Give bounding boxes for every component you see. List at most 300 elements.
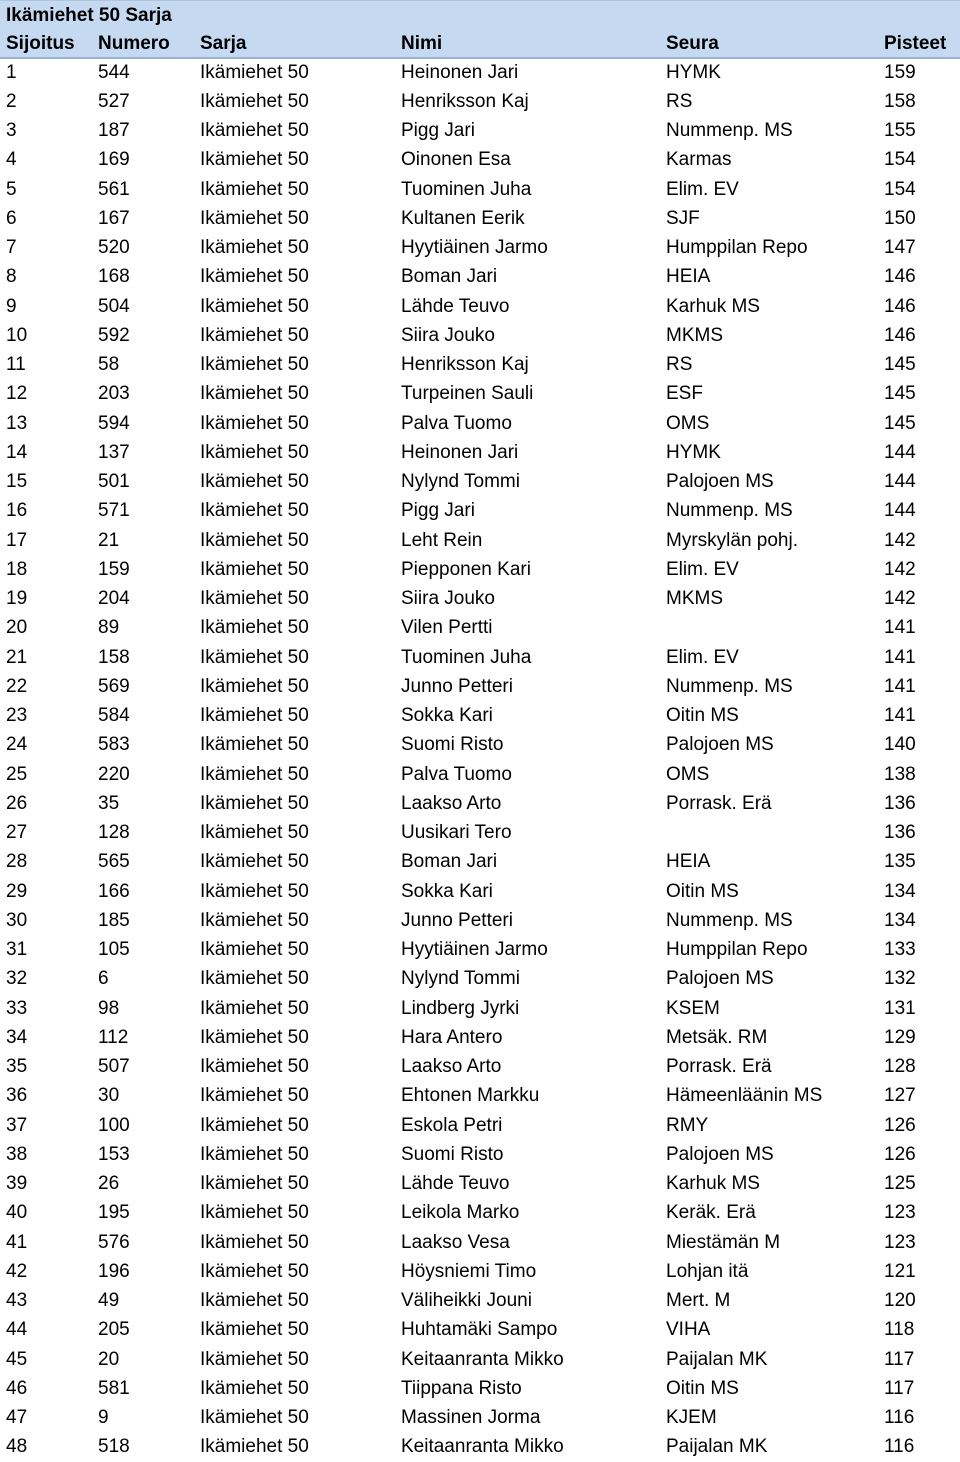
cell-sijoitus: 8 xyxy=(6,266,17,288)
cell-nimi: Ehtonen Markku xyxy=(401,1085,540,1107)
table-row xyxy=(0,1023,960,1052)
cell-seura: Hämeenläänin MS xyxy=(666,1085,823,1107)
cell-numero: 153 xyxy=(98,1143,130,1165)
cell-pisteet: 145 xyxy=(884,412,916,434)
cell-nimi: Massinen Jorma xyxy=(401,1407,541,1429)
cell-sijoitus: 2 xyxy=(6,90,17,112)
table-row xyxy=(0,321,960,350)
cell-nimi: Uusikari Tero xyxy=(401,822,512,844)
cell-pisteet: 127 xyxy=(884,1085,916,1107)
cell-nimi: Junno Petteri xyxy=(401,909,513,931)
cell-sarja: Ikämiehet 50 xyxy=(200,646,309,668)
cell-numero: 196 xyxy=(98,1260,130,1282)
cell-nimi: Junno Petteri xyxy=(401,675,513,697)
cell-nimi: Leikola Marko xyxy=(401,1202,520,1224)
cell-numero: 58 xyxy=(98,354,120,376)
header-sarja: Sarja xyxy=(200,32,247,54)
cell-sarja: Ikämiehet 50 xyxy=(200,822,309,844)
cell-nimi: Huhtamäki Sampo xyxy=(401,1319,558,1341)
cell-sijoitus: 35 xyxy=(6,1056,28,1078)
cell-seura: Humppilan Repo xyxy=(666,237,808,259)
cell-nimi: Sokka Kari xyxy=(401,880,493,902)
cell-seura: RMY xyxy=(666,1114,709,1136)
cell-sarja: Ikämiehet 50 xyxy=(200,880,309,902)
cell-sarja: Ikämiehet 50 xyxy=(200,354,309,376)
cell-sijoitus: 40 xyxy=(6,1202,28,1224)
cell-nimi: Vilen Pertti xyxy=(401,617,493,639)
cell-numero: 501 xyxy=(98,471,130,493)
cell-sarja: Ikämiehet 50 xyxy=(200,295,309,317)
cell-pisteet: 128 xyxy=(884,1056,916,1078)
cell-nimi: Leht Rein xyxy=(401,529,483,551)
cell-sarja: Ikämiehet 50 xyxy=(200,500,309,522)
cell-numero: 187 xyxy=(98,120,130,142)
cell-nimi: Hyytiäinen Jarmo xyxy=(401,939,548,961)
cell-pisteet: 138 xyxy=(884,763,916,785)
cell-pisteet: 142 xyxy=(884,558,916,580)
header-sijoitus: Sijoitus xyxy=(6,32,75,54)
cell-sijoitus: 16 xyxy=(6,500,28,522)
cell-sijoitus: 21 xyxy=(6,646,28,668)
cell-nimi: Suomi Risto xyxy=(401,1143,504,1165)
table-row xyxy=(0,614,960,643)
table-row xyxy=(0,1053,960,1082)
cell-numero: 168 xyxy=(98,266,130,288)
cell-seura: RS xyxy=(666,354,693,376)
table-row xyxy=(0,1316,960,1345)
cell-pisteet: 125 xyxy=(884,1173,916,1195)
cell-pisteet: 158 xyxy=(884,90,916,112)
cell-sijoitus: 18 xyxy=(6,558,28,580)
cell-pisteet: 147 xyxy=(884,237,916,259)
cell-sijoitus: 30 xyxy=(6,909,28,931)
table-row xyxy=(0,58,960,87)
cell-seura: HEIA xyxy=(666,266,711,288)
cell-nimi: Palva Tuomo xyxy=(401,763,512,785)
cell-pisteet: 134 xyxy=(884,909,916,931)
table-row xyxy=(0,643,960,672)
cell-numero: 518 xyxy=(98,1436,130,1458)
table-row xyxy=(0,380,960,409)
cell-sijoitus: 32 xyxy=(6,968,28,990)
cell-numero: 203 xyxy=(98,383,130,405)
cell-sarja: Ikämiehet 50 xyxy=(200,1260,309,1282)
cell-numero: 561 xyxy=(98,178,130,200)
header-pisteet: Pisteet xyxy=(884,32,947,54)
cell-pisteet: 132 xyxy=(884,968,916,990)
cell-numero: 571 xyxy=(98,500,130,522)
cell-seura: Paijalan MK xyxy=(666,1348,768,1370)
cell-pisteet: 144 xyxy=(884,441,916,463)
cell-seura: Elim. EV xyxy=(666,646,739,668)
cell-nimi: Höysniemi Timo xyxy=(401,1260,537,1282)
cell-seura: VIHA xyxy=(666,1319,711,1341)
cell-sijoitus: 10 xyxy=(6,324,28,346)
cell-sijoitus: 38 xyxy=(6,1143,28,1165)
cell-seura: OMS xyxy=(666,763,710,785)
cell-sarja: Ikämiehet 50 xyxy=(200,1319,309,1341)
cell-sarja: Ikämiehet 50 xyxy=(200,558,309,580)
cell-numero: 26 xyxy=(98,1173,120,1195)
cell-numero: 594 xyxy=(98,412,130,434)
table-row xyxy=(0,292,960,321)
cell-sijoitus: 33 xyxy=(6,997,28,1019)
cell-sijoitus: 25 xyxy=(6,763,28,785)
table-row xyxy=(0,87,960,116)
cell-numero: 89 xyxy=(98,617,120,639)
table-header xyxy=(0,30,960,58)
cell-numero: 159 xyxy=(98,558,130,580)
cell-sijoitus: 24 xyxy=(6,734,28,756)
cell-sarja: Ikämiehet 50 xyxy=(200,441,309,463)
cell-pisteet: 133 xyxy=(884,939,916,961)
cell-numero: 105 xyxy=(98,939,130,961)
table-row xyxy=(0,731,960,760)
cell-numero: 167 xyxy=(98,207,130,229)
cell-sijoitus: 28 xyxy=(6,851,28,873)
table-row xyxy=(0,409,960,438)
cell-seura: Karmas xyxy=(666,149,732,171)
cell-seura: RS xyxy=(666,90,693,112)
cell-nimi: Boman Jari xyxy=(401,851,498,873)
cell-pisteet: 141 xyxy=(884,675,916,697)
header-nimi: Nimi xyxy=(401,32,443,54)
results-table xyxy=(0,30,960,1462)
table-row xyxy=(0,672,960,701)
cell-seura: Nummenp. MS xyxy=(666,120,793,142)
cell-sijoitus: 42 xyxy=(6,1260,28,1282)
cell-seura: Palojoen MS xyxy=(666,734,774,756)
cell-nimi: Keitaanranta Mikko xyxy=(401,1436,564,1458)
table-row xyxy=(0,351,960,380)
table-row xyxy=(0,994,960,1023)
cell-sijoitus: 44 xyxy=(6,1319,28,1341)
cell-sarja: Ikämiehet 50 xyxy=(200,705,309,727)
header-row xyxy=(0,30,960,58)
cell-sarja: Ikämiehet 50 xyxy=(200,1173,309,1195)
table-row xyxy=(0,936,960,965)
cell-seura: Myrskylän pohj. xyxy=(666,529,798,551)
cell-sarja: Ikämiehet 50 xyxy=(200,1290,309,1312)
cell-numero: 20 xyxy=(98,1348,120,1370)
cell-numero: 583 xyxy=(98,734,130,756)
cell-pisteet: 134 xyxy=(884,880,916,902)
cell-sarja: Ikämiehet 50 xyxy=(200,62,309,84)
cell-sarja: Ikämiehet 50 xyxy=(200,529,309,551)
cell-sarja: Ikämiehet 50 xyxy=(200,968,309,990)
cell-sijoitus: 20 xyxy=(6,617,28,639)
cell-sijoitus: 5 xyxy=(6,178,17,200)
cell-seura: ESF xyxy=(666,383,703,405)
cell-pisteet: 126 xyxy=(884,1143,916,1165)
cell-numero: 137 xyxy=(98,441,130,463)
cell-sijoitus: 1 xyxy=(6,62,17,84)
cell-sarja: Ikämiehet 50 xyxy=(200,763,309,785)
cell-sijoitus: 43 xyxy=(6,1290,28,1312)
cell-pisteet: 142 xyxy=(884,588,916,610)
cell-seura: MKMS xyxy=(666,588,723,610)
cell-sarja: Ikämiehet 50 xyxy=(200,412,309,434)
cell-nimi: Eskola Petri xyxy=(401,1114,503,1136)
cell-seura: Palojoen MS xyxy=(666,1143,774,1165)
cell-sijoitus: 41 xyxy=(6,1231,28,1253)
table-row xyxy=(0,1345,960,1374)
cell-numero: 21 xyxy=(98,529,120,551)
cell-pisteet: 144 xyxy=(884,471,916,493)
cell-sijoitus: 39 xyxy=(6,1173,28,1195)
table-row xyxy=(0,555,960,584)
cell-numero: 504 xyxy=(98,295,130,317)
table-body xyxy=(0,58,960,1462)
cell-seura: Karhuk MS xyxy=(666,1173,760,1195)
cell-sarja: Ikämiehet 50 xyxy=(200,939,309,961)
cell-sarja: Ikämiehet 50 xyxy=(200,1348,309,1370)
cell-numero: 569 xyxy=(98,675,130,697)
cell-numero: 49 xyxy=(98,1290,120,1312)
cell-seura: Nummenp. MS xyxy=(666,675,793,697)
cell-sarja: Ikämiehet 50 xyxy=(200,178,309,200)
table-row xyxy=(0,702,960,731)
cell-seura: HYMK xyxy=(666,62,721,84)
table-row xyxy=(0,1170,960,1199)
table-row xyxy=(0,789,960,818)
cell-numero: 98 xyxy=(98,997,120,1019)
cell-sarja: Ikämiehet 50 xyxy=(200,997,309,1019)
cell-seura: Porrask. Erä xyxy=(666,792,772,814)
table-row xyxy=(0,1082,960,1111)
cell-sarja: Ikämiehet 50 xyxy=(200,1436,309,1458)
cell-pisteet: 140 xyxy=(884,734,916,756)
table-row xyxy=(0,877,960,906)
cell-nimi: Hyytiäinen Jarmo xyxy=(401,237,548,259)
cell-numero: 565 xyxy=(98,851,130,873)
cell-sijoitus: 19 xyxy=(6,588,28,610)
cell-nimi: Väliheikki Jouni xyxy=(401,1290,532,1312)
cell-numero: 6 xyxy=(98,968,109,990)
cell-pisteet: 145 xyxy=(884,354,916,376)
cell-seura: Palojoen MS xyxy=(666,471,774,493)
cell-sijoitus: 23 xyxy=(6,705,28,727)
cell-seura: Nummenp. MS xyxy=(666,909,793,931)
cell-sarja: Ikämiehet 50 xyxy=(200,1056,309,1078)
cell-nimi: Pigg Jari xyxy=(401,500,475,522)
cell-sarja: Ikämiehet 50 xyxy=(200,1085,309,1107)
table-row xyxy=(0,234,960,263)
cell-numero: 520 xyxy=(98,237,130,259)
cell-nimi: Suomi Risto xyxy=(401,734,504,756)
cell-sarja: Ikämiehet 50 xyxy=(200,588,309,610)
table-row xyxy=(0,526,960,555)
cell-pisteet: 141 xyxy=(884,646,916,668)
cell-sijoitus: 34 xyxy=(6,1026,28,1048)
cell-seura: HYMK xyxy=(666,441,721,463)
table-row xyxy=(0,146,960,175)
cell-sijoitus: 12 xyxy=(6,383,28,405)
cell-nimi: Heinonen Jari xyxy=(401,441,519,463)
cell-numero: 527 xyxy=(98,90,130,112)
cell-sarja: Ikämiehet 50 xyxy=(200,734,309,756)
cell-nimi: Palva Tuomo xyxy=(401,412,512,434)
cell-seura: Miestämän M xyxy=(666,1231,781,1253)
cell-sijoitus: 6 xyxy=(6,207,17,229)
table-row xyxy=(0,1257,960,1286)
cell-sijoitus: 37 xyxy=(6,1114,28,1136)
cell-sarja: Ikämiehet 50 xyxy=(200,675,309,697)
cell-seura: Oitin MS xyxy=(666,880,739,902)
table-row xyxy=(0,1433,960,1462)
table-row xyxy=(0,1228,960,1257)
cell-pisteet: 141 xyxy=(884,617,916,639)
cell-seura xyxy=(666,614,884,643)
cell-nimi: Sokka Kari xyxy=(401,705,493,727)
cell-numero: 581 xyxy=(98,1377,130,1399)
cell-nimi: Tiippana Risto xyxy=(401,1377,522,1399)
table-row xyxy=(0,117,960,146)
cell-numero: 35 xyxy=(98,792,120,814)
cell-sijoitus: 46 xyxy=(6,1377,28,1399)
cell-sijoitus: 13 xyxy=(6,412,28,434)
cell-numero: 204 xyxy=(98,588,130,610)
cell-sarja: Ikämiehet 50 xyxy=(200,1377,309,1399)
table-row xyxy=(0,819,960,848)
cell-sarja: Ikämiehet 50 xyxy=(200,1026,309,1048)
cell-seura: Metsäk. RM xyxy=(666,1026,768,1048)
cell-numero: 195 xyxy=(98,1202,130,1224)
cell-nimi: Piepponen Kari xyxy=(401,558,531,580)
cell-pisteet: 120 xyxy=(884,1290,916,1312)
cell-nimi: Lähde Teuvo xyxy=(401,295,510,317)
cell-nimi: Boman Jari xyxy=(401,266,498,288)
cell-sarja: Ikämiehet 50 xyxy=(200,120,309,142)
table-row xyxy=(0,438,960,467)
cell-sijoitus: 15 xyxy=(6,471,28,493)
cell-nimi: Keitaanranta Mikko xyxy=(401,1348,564,1370)
cell-sarja: Ikämiehet 50 xyxy=(200,324,309,346)
cell-seura: Elim. EV xyxy=(666,558,739,580)
cell-nimi: Tuominen Juha xyxy=(401,646,532,668)
table-row xyxy=(0,1287,960,1316)
cell-numero: 220 xyxy=(98,763,130,785)
table-row xyxy=(0,1374,960,1403)
cell-pisteet: 146 xyxy=(884,266,916,288)
cell-nimi: Kultanen Eerik xyxy=(401,207,525,229)
cell-pisteet: 117 xyxy=(884,1348,915,1370)
cell-nimi: Heinonen Jari xyxy=(401,62,519,84)
cell-seura: Humppilan Repo xyxy=(666,939,808,961)
cell-pisteet: 141 xyxy=(884,705,916,727)
cell-nimi: Pigg Jari xyxy=(401,120,475,142)
cell-pisteet: 154 xyxy=(884,149,916,171)
cell-seura: Keräk. Erä xyxy=(666,1202,756,1224)
cell-numero: 112 xyxy=(98,1026,129,1048)
cell-sijoitus: 36 xyxy=(6,1085,28,1107)
cell-sijoitus: 48 xyxy=(6,1436,28,1458)
cell-seura: HEIA xyxy=(666,851,711,873)
cell-numero: 9 xyxy=(98,1407,109,1429)
cell-pisteet: 150 xyxy=(884,207,916,229)
cell-sijoitus: 9 xyxy=(6,295,17,317)
cell-seura: Mert. M xyxy=(666,1290,731,1312)
cell-sarja: Ikämiehet 50 xyxy=(200,1407,309,1429)
cell-nimi: Lindberg Jyrki xyxy=(401,997,520,1019)
cell-sijoitus: 22 xyxy=(6,675,28,697)
sheet-title: Ikämiehet 50 Sarja xyxy=(0,0,960,30)
cell-pisteet: 159 xyxy=(884,62,916,84)
cell-seura xyxy=(666,819,884,848)
table-row xyxy=(0,1140,960,1169)
cell-sijoitus: 4 xyxy=(6,149,17,171)
table-row xyxy=(0,1404,960,1433)
cell-pisteet: 123 xyxy=(884,1231,916,1253)
cell-sarja: Ikämiehet 50 xyxy=(200,471,309,493)
cell-sijoitus: 31 xyxy=(6,939,28,961)
cell-nimi: Turpeinen Sauli xyxy=(401,383,534,405)
cell-sarja: Ikämiehet 50 xyxy=(200,149,309,171)
cell-nimi: Lähde Teuvo xyxy=(401,1173,510,1195)
cell-sijoitus: 29 xyxy=(6,880,28,902)
cell-seura: Paijalan MK xyxy=(666,1436,768,1458)
cell-nimi: Siira Jouko xyxy=(401,324,495,346)
table-row xyxy=(0,497,960,526)
cell-seura: SJF xyxy=(666,207,700,229)
cell-nimi: Hara Antero xyxy=(401,1026,503,1048)
header-numero: Numero xyxy=(98,32,170,54)
cell-numero: 169 xyxy=(98,149,130,171)
cell-sijoitus: 7 xyxy=(6,237,17,259)
table-row xyxy=(0,906,960,935)
table-row xyxy=(0,263,960,292)
cell-numero: 158 xyxy=(98,646,130,668)
cell-sijoitus: 3 xyxy=(6,120,17,142)
cell-seura: Nummenp. MS xyxy=(666,500,793,522)
cell-sijoitus: 14 xyxy=(6,441,28,463)
cell-nimi: Tuominen Juha xyxy=(401,178,532,200)
cell-pisteet: 142 xyxy=(884,529,916,551)
cell-nimi: Nylynd Tommi xyxy=(401,471,520,493)
cell-seura: Porrask. Erä xyxy=(666,1056,772,1078)
cell-pisteet: 118 xyxy=(884,1319,915,1341)
cell-numero: 584 xyxy=(98,705,130,727)
cell-pisteet: 131 xyxy=(884,997,916,1019)
cell-numero: 128 xyxy=(98,822,130,844)
cell-sarja: Ikämiehet 50 xyxy=(200,792,309,814)
cell-sarja: Ikämiehet 50 xyxy=(200,90,309,112)
cell-seura: Lohjan itä xyxy=(666,1260,749,1282)
cell-numero: 576 xyxy=(98,1231,130,1253)
cell-numero: 100 xyxy=(98,1114,130,1136)
cell-seura: Elim. EV xyxy=(666,178,739,200)
cell-numero: 544 xyxy=(98,62,130,84)
table-row xyxy=(0,1111,960,1140)
table-row xyxy=(0,468,960,497)
cell-pisteet: 154 xyxy=(884,178,916,200)
cell-sarja: Ikämiehet 50 xyxy=(200,617,309,639)
table-row xyxy=(0,965,960,994)
cell-pisteet: 136 xyxy=(884,822,916,844)
cell-seura: OMS xyxy=(666,412,710,434)
cell-sarja: Ikämiehet 50 xyxy=(200,1231,309,1253)
cell-nimi: Laakso Arto xyxy=(401,1056,502,1078)
cell-pisteet: 116 xyxy=(884,1407,915,1429)
table-row xyxy=(0,204,960,233)
cell-seura: Palojoen MS xyxy=(666,968,774,990)
cell-seura: Karhuk MS xyxy=(666,295,760,317)
cell-sijoitus: 45 xyxy=(6,1348,28,1370)
cell-sijoitus: 17 xyxy=(6,529,28,551)
cell-nimi: Laakso Vesa xyxy=(401,1231,510,1253)
cell-sarja: Ikämiehet 50 xyxy=(200,851,309,873)
cell-sarja: Ikämiehet 50 xyxy=(200,1143,309,1165)
